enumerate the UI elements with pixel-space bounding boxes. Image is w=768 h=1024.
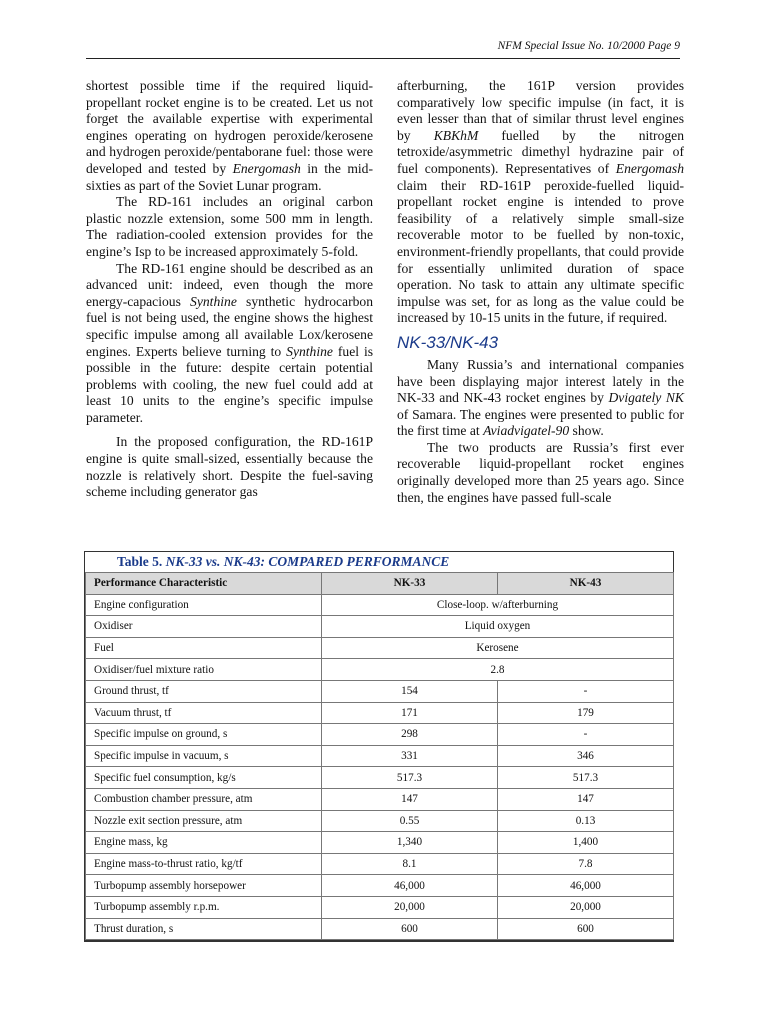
table-row [86, 616, 674, 638]
right-paragraph-continued: afterburning, the 161P version provides comparatively low specific impulse (in fact, it is even lesser than that of similar thrust level engines by KBKhM fuelled by the nitrogen tetroxide/asymmetric dimethyl hydrazine pair of fuel components). Representatives of Energomash claim their RD-161P peroxide-fuelled liquid-propellant rocket engine is intended to prove feasibility of a relatively simple small-size recoverable motor to be fuelled by non-toxic, environment-friendly propellants, that could provide for essentially unlimited duration of space operation. No task to attain any ultimate specific impulse was set, for as long as the value could be increased by 10-15 units in the future, if required. [397, 78, 684, 326]
row-label: Combustion chamber pressure, atm [86, 788, 322, 810]
row-nk43-value: 20,000 [498, 896, 674, 918]
row-nk33-value: 1,340 [322, 832, 498, 854]
row-nk33-value: 171 [322, 702, 498, 724]
row-label: Oxidiser/fuel mixture ratio [86, 659, 322, 681]
table-row [86, 702, 674, 724]
row-nk43-value: 46,000 [498, 875, 674, 897]
header-nk43: NK-43 [498, 573, 674, 595]
row-nk33-value: 0.55 [322, 810, 498, 832]
table-row [86, 637, 674, 659]
left-paragraph-2: The RD-161 includes an original carbon plastic nozzle extension, some 500 mm in length. The radiation-cooled extension provides for the engine’s Isp to be increased approximately 5-fold. [86, 194, 373, 259]
row-label: Thrust duration, s [86, 918, 322, 940]
row-label: Engine configuration [86, 594, 322, 616]
table-row [86, 832, 674, 854]
row-nk43-value: - [498, 724, 674, 746]
row-nk33-value: 20,000 [322, 896, 498, 918]
left-column [86, 78, 373, 501]
performance-table [85, 572, 674, 940]
table-row [86, 810, 674, 832]
row-label: Specific fuel consumption, kg/s [86, 767, 322, 789]
row-nk33-value: 298 [322, 724, 498, 746]
row-nk33-value: 46,000 [322, 875, 498, 897]
row-nk33-value: 517.3 [322, 767, 498, 789]
row-label: Oxidiser [86, 616, 322, 638]
row-shared-value: Kerosene [322, 637, 674, 659]
row-nk43-value: 179 [498, 702, 674, 724]
row-label: Turbopump assembly horsepower [86, 875, 322, 897]
table-row [86, 853, 674, 875]
row-shared-value: 2.8 [322, 659, 674, 681]
row-label: Fuel [86, 637, 322, 659]
left-paragraph-1: shortest possible time if the required liquid-propellant rocket engine is to be created. Let us not forget the available expertise with experimental engines operating on hydrogen peroxide/kerosene and hydrogen peroxide/pentaborane fuel: those were developed and tested by Energomash in the mid-sixties as part of the Soviet Lunar program. [86, 78, 373, 193]
performance-table-box [84, 551, 674, 942]
row-nk43-value: 147 [498, 788, 674, 810]
header-nk33: NK-33 [322, 573, 498, 595]
table-caption [85, 552, 673, 572]
right-paragraph-2: The two products are Russia’s first ever recoverable liquid-propellant rocket engines originally developed more than 25 years ago. Since then, the engines have passed full-scale [397, 439, 684, 505]
table-caption-prefix: Table 5. [117, 554, 166, 569]
row-nk43-value: 600 [498, 918, 674, 940]
section-title: NK-33/NK-43 [397, 332, 499, 352]
row-label: Specific impulse on ground, s [86, 724, 322, 746]
header-characteristic: Performance Characteristic [86, 573, 322, 595]
row-nk33-value: 147 [322, 788, 498, 810]
table-caption-title: NK-33 vs. NK-43: COMPARED PERFORMANCE [165, 554, 450, 569]
table-row [86, 594, 674, 616]
row-nk43-value: 517.3 [498, 767, 674, 789]
row-nk43-value: 7.8 [498, 853, 674, 875]
table-row [86, 896, 674, 918]
row-label: Specific impulse in vacuum, s [86, 745, 322, 767]
left-paragraph-3: The RD-161 engine should be described as an advanced unit: indeed, even though the more energy-capacious Synthine synthetic hydrocarbon fuel is not being used, the engine shows the highest specific impulse among all available Lox/kerosene engines. Experts believe turning to Synthine fuel is possible in the future: despite certain potential problems with cooling, the new fuel could add at least 10 units to the engine’s specific impulse parameter. [86, 260, 374, 425]
row-nk33-value: 8.1 [322, 853, 498, 875]
table-row [86, 724, 674, 746]
row-nk43-value: 346 [498, 745, 674, 767]
row-nk43-value: - [498, 680, 674, 702]
row-label: Engine mass-to-thrust ratio, kg/tf [86, 853, 322, 875]
right-column [397, 78, 684, 506]
table-header-row [86, 573, 674, 595]
row-nk43-value: 1,400 [498, 832, 674, 854]
header-rule [86, 58, 680, 59]
row-label: Engine mass, kg [86, 832, 322, 854]
left-paragraph-4: In the proposed configuration, the RD-161P engine is quite small-sized, essentially because the nozzle is relatively short. Despite the fuel-saving scheme including generator gas [86, 434, 373, 500]
row-shared-value: Close-loop. w/afterburning [322, 594, 674, 616]
table-row [86, 745, 674, 767]
row-nk33-value: 600 [322, 918, 498, 940]
table-row [86, 659, 674, 681]
row-shared-value: Liquid oxygen [322, 616, 674, 638]
table-row [86, 875, 674, 897]
table-row [86, 788, 674, 810]
right-paragraph-1: Many Russia’s and international companies have been displaying major interest lately in the NK-33 and NK-43 rocket engines by Dvigately NK of Samara. The engines were presented to public for the first time at Aviadvigatel-90 show. [397, 356, 684, 439]
table-row [86, 918, 674, 940]
row-label: Ground thrust, tf [86, 680, 322, 702]
table-row [86, 680, 674, 702]
row-label: Nozzle exit section pressure, atm [86, 810, 322, 832]
table-row [86, 767, 674, 789]
row-nk33-value: 331 [322, 745, 498, 767]
running-head: NFM Special Issue No. 10/2000 Page 9 [497, 40, 680, 52]
row-label: Turbopump assembly r.p.m. [86, 896, 322, 918]
row-nk33-value: 154 [322, 680, 498, 702]
row-label: Vacuum thrust, tf [86, 702, 322, 724]
row-nk43-value: 0.13 [498, 810, 674, 832]
